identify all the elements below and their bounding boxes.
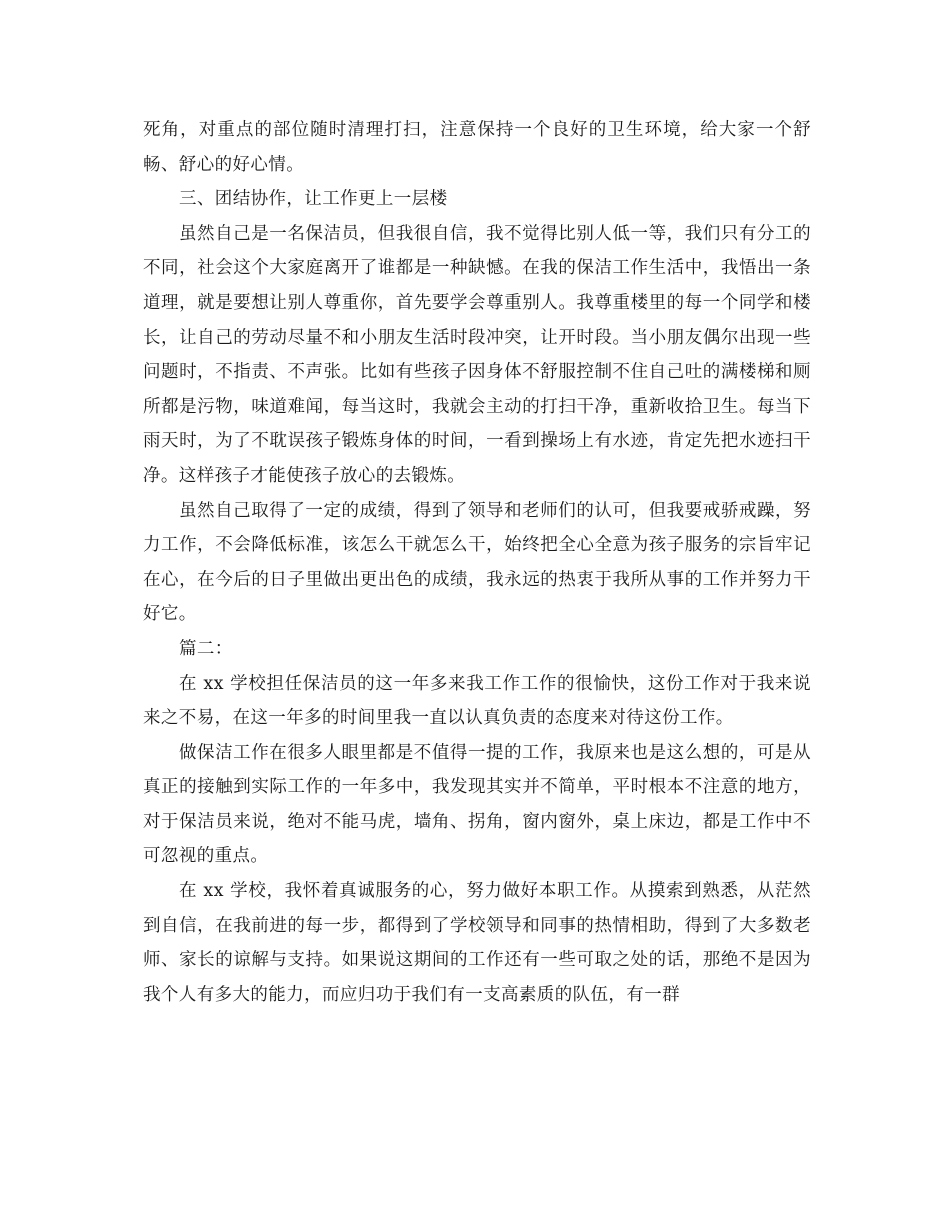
paragraph: 死角，对重点的部位随时清理打扫，注意保持一个良好的卫生环境，给大家一个舒畅、舒心的好心情。 — [143, 120, 811, 175]
paragraph: 在 xx 学校，我怀着真诚服务的心，努力做好本职工作。从摸索到熟悉，从茫然到自信，在我前进的每一步，都得到了学校领导和同事的热情相助，得到了大多数老师、家长的谅解与支持。如果说这期间的工作还有一些可取之处的话，那绝不是因为我个人有多大的能力，而应归功于我们有一支高素质的队伍，有一群 — [143, 881, 811, 1005]
section-heading: 三、团结协作，让工作更上一层楼 — [179, 189, 448, 210]
section-heading: 篇二： — [179, 638, 233, 659]
paragraph: 在 xx 学校担任保洁员的这一年多来我工作工作的很愉快，这份工作对于我来说来之不易，在这一年多的时间里我一直以认真负责的态度来对待这份工作。 — [143, 673, 811, 729]
paragraph: 做保洁工作在很多人眼里都是不值得一提的工作，我原来也是这么想的，可是从真正的接触到实际工作的一年多中，我发现其实并不简单，平时根本不注意的地方，对于保洁员来说，绝对不能马虎，墙角、拐角，窗内窗外，桌上床边，都是工作中不可忽视的重点。 — [143, 742, 811, 867]
paragraph: 虽然自己取得了一定的成绩，得到了领导和老师们的认可，但我要戒骄戒躁，努力工作，不会降低标准，该怎么干就怎么干，始终把全心全意为孩子服务的宗旨牢记在心，在今后的日子里做出更出色的成绩，我永远的热衷于我所从事的工作并努力干好它。 — [143, 500, 811, 625]
paragraph: 虽然自己是一名保洁员，但我很自信，我不觉得比别人低一等，我们只有分工的不同，社会这个大家庭离开了谁都是一种缺憾。在我的保洁工作生活中，我悟出一条道理，就是要想让别人尊重你，首先要学会尊重别人。我尊重楼里的每一个同学和楼长，让自己的劳动尽量不和小朋友生活时段冲突，让开时段。当小朋友偶尔出现一些问题时，不指责、不声张。比如有些孩子因身体不舒服控制不住自己吐的满楼梯和厕所都是污物，味道难闻，每当这时，我就会主动的打扫干净，重新收拾卫生。每当下雨天时，为了不耽误孩子锻炼身体的时间，一看到操场上有水迹，肯定先把水迹扫干净。这样孩子才能使孩子放心的去锻炼。 — [143, 223, 811, 486]
document-body — [143, 113, 811, 1012]
